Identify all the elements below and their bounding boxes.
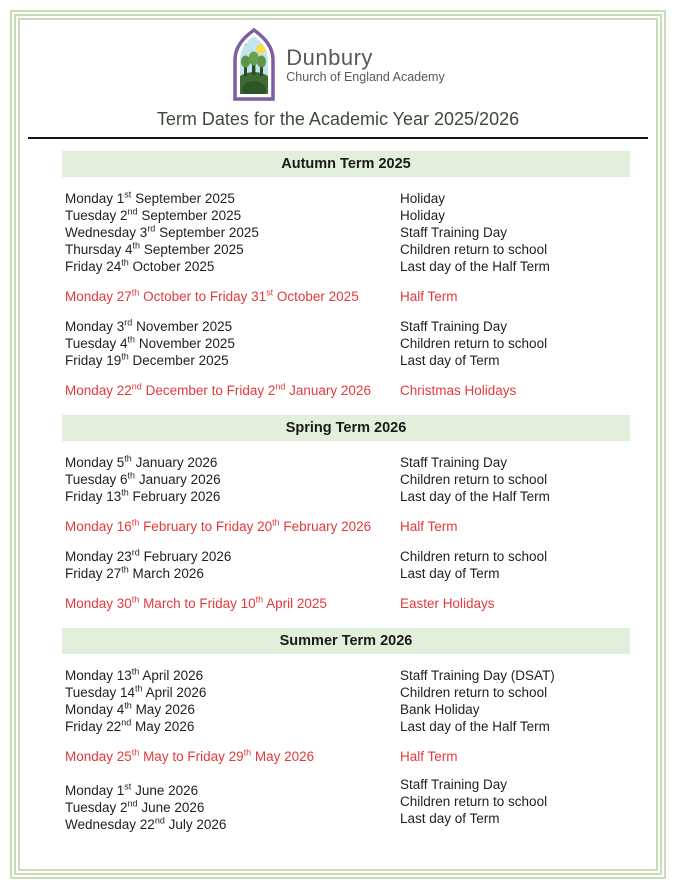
date-cell: Friday 19th December 2025 xyxy=(65,351,229,368)
title-divider xyxy=(28,137,648,139)
date-cell: Friday 13th February 2026 xyxy=(65,487,221,504)
term-date-row xyxy=(62,190,630,207)
term-date-row xyxy=(62,701,630,718)
term-date-row xyxy=(62,224,630,241)
event-cell: Last day of the Half Term xyxy=(400,489,550,504)
event-cell: Bank Holiday xyxy=(400,702,480,717)
event-cell: Staff Training Day xyxy=(400,319,508,334)
term-block xyxy=(62,548,630,582)
date-cell: Friday 27th March 2026 xyxy=(65,564,204,581)
date-cell: Tuesday 2nd June 2026 xyxy=(65,798,205,815)
event-cell: Last day of Term xyxy=(400,353,500,368)
terms-container xyxy=(20,151,656,833)
date-cell: Monday 1st June 2026 xyxy=(65,781,199,798)
term-date-row xyxy=(62,684,630,701)
event-cell: Easter Holidays xyxy=(400,596,495,611)
term-date-row xyxy=(62,454,630,471)
holiday-block xyxy=(62,288,630,305)
date-cell: Monday 30th March to Friday 10th April 2025 xyxy=(65,594,327,611)
term-date-row xyxy=(62,811,630,833)
event-cell: Last day of Term xyxy=(400,566,500,581)
date-cell: Friday 24th October 2025 xyxy=(65,257,215,274)
holiday-block xyxy=(62,518,630,535)
school-name: Dunbury xyxy=(286,44,373,70)
term-section xyxy=(62,415,630,612)
holiday-block xyxy=(62,382,630,399)
date-cell: Monday 16th February to Friday 20th February 2026 xyxy=(65,517,372,534)
event-cell: Staff Training Day (DSAT) xyxy=(400,668,555,683)
page-border-frame-inner xyxy=(18,18,658,871)
event-cell: Half Term xyxy=(400,749,458,764)
date-cell: Monday 5th January 2026 xyxy=(65,453,218,470)
term-date-row xyxy=(62,318,630,335)
date-cell: Friday 22nd May 2026 xyxy=(65,717,195,734)
date-cell: Tuesday 6th January 2026 xyxy=(65,470,221,487)
holiday-block xyxy=(62,748,630,765)
date-cell: Tuesday 14th April 2026 xyxy=(65,683,207,700)
date-cell: Monday 3rd November 2025 xyxy=(65,317,233,334)
school-subtitle: Church of England Academy xyxy=(286,69,445,84)
term-header: Spring Term 2026 xyxy=(62,415,630,441)
event-cell: Staff Training Day xyxy=(400,777,508,792)
event-cell: Children return to school xyxy=(400,794,548,809)
term-block xyxy=(62,454,630,505)
event-cell: Children return to school xyxy=(400,336,548,351)
page-title: Term Dates for the Academic Year 2025/2026 xyxy=(156,109,520,129)
holiday-block xyxy=(62,595,630,612)
term-date-row xyxy=(62,565,630,582)
date-cell: Monday 4th May 2026 xyxy=(65,700,195,717)
term-date-row xyxy=(62,207,630,224)
date-cell: Monday 27th October to Friday 31st October 2025 xyxy=(65,287,359,304)
event-cell: Staff Training Day xyxy=(400,225,508,240)
event-cell: Last day of the Half Term xyxy=(400,719,550,734)
date-cell: Tuesday 2nd September 2025 xyxy=(65,206,242,223)
school-logo xyxy=(20,28,656,102)
term-date-row xyxy=(62,241,630,258)
term-date-row xyxy=(62,488,630,505)
event-cell: Last day of the Half Term xyxy=(400,259,550,274)
term-date-row xyxy=(62,288,630,305)
term-block xyxy=(62,190,630,275)
term-date-row xyxy=(62,335,630,352)
event-cell: Christmas Holidays xyxy=(400,383,517,398)
term-section xyxy=(62,151,630,399)
term-section xyxy=(62,628,630,833)
date-cell: Tuesday 4th November 2025 xyxy=(65,334,235,351)
date-cell: Monday 23rd February 2026 xyxy=(65,547,232,564)
term-header: Autumn Term 2025 xyxy=(62,151,630,177)
term-date-row xyxy=(62,667,630,684)
date-cell: Monday 22nd December to Friday 2nd January 2026 xyxy=(65,381,371,398)
term-date-row xyxy=(62,548,630,565)
church-window-icon xyxy=(231,28,277,102)
logo-text xyxy=(286,46,444,85)
term-header: Summer Term 2026 xyxy=(62,628,630,654)
date-cell: Wednesday 3rd September 2025 xyxy=(65,223,259,240)
event-cell: Staff Training Day xyxy=(400,455,508,470)
term-date-row xyxy=(62,382,630,399)
term-block xyxy=(62,667,630,735)
event-cell: Last day of Term xyxy=(400,811,500,826)
page-border-frame-middle xyxy=(14,14,662,875)
term-date-row xyxy=(62,352,630,369)
event-cell: Children return to school xyxy=(400,685,548,700)
page-border-frame xyxy=(10,10,666,879)
term-date-row xyxy=(62,258,630,275)
term-date-row xyxy=(62,518,630,535)
event-cell: Half Term xyxy=(400,289,458,304)
event-cell: Children return to school xyxy=(400,472,548,487)
event-cell: Holiday xyxy=(400,191,446,206)
event-cell: Half Term xyxy=(400,519,458,534)
term-block xyxy=(62,777,630,833)
term-block xyxy=(62,318,630,369)
event-cell: Children return to school xyxy=(400,242,548,257)
term-date-row xyxy=(62,718,630,735)
term-date-row xyxy=(62,748,630,765)
date-cell: Wednesday 22nd July 2026 xyxy=(65,815,227,832)
event-cell: Holiday xyxy=(400,208,446,223)
date-cell: Thursday 4th September 2025 xyxy=(65,240,244,257)
event-cell: Children return to school xyxy=(400,549,548,564)
date-cell: Monday 1st September 2025 xyxy=(65,189,235,206)
term-date-row xyxy=(62,471,630,488)
date-cell: Monday 13th April 2026 xyxy=(65,666,204,683)
date-cell: Monday 25th May to Friday 29th May 2026 xyxy=(65,747,315,764)
term-date-row xyxy=(62,595,630,612)
